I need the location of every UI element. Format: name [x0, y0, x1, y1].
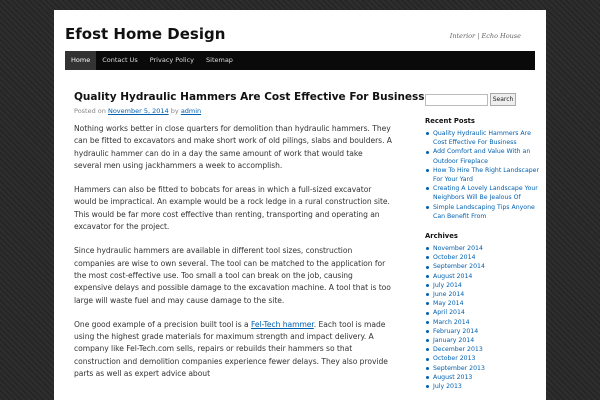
post-paragraph: Since hydraulic hammers are available in different tool sizes, construction companies are wise to own several. The tool can be matched to the application for the most cost-effective use. Too small a tool can break on the job, causing expensive delays and possible damage to the excavation machine. A tool that is too large will waste fuel and may cause damage to the site. — [74, 246, 391, 305]
nav-item-sitemap[interactable]: Sitemap — [206, 56, 233, 64]
paragraph-text: . Each tool is made using the highest grade materials for maximum strength and impact delivery. A company like Fel-Tech.com sells, repairs or rebuilds their hammers so that construction and demolition companies experience fewer delays. They also provide parts as well as expert advice about — [74, 319, 388, 379]
recent-post-link[interactable]: Simple Landscaping Tips Anyone Can Benefit From — [425, 203, 545, 221]
page-container — [54, 10, 546, 400]
post-content — [74, 90, 425, 392]
archive-link[interactable]: February 2014 — [425, 327, 545, 336]
post-body — [74, 123, 392, 380]
archive-link[interactable]: September 2014 — [425, 262, 545, 271]
archive-link[interactable]: October 2013 — [425, 354, 545, 363]
archive-link[interactable]: April 2014 — [425, 308, 545, 317]
recent-post-link[interactable]: Creating A Lovely Landscape Your Neighbors Will Be Jealous Of — [425, 184, 545, 202]
posted-on-label: Posted on — [74, 107, 106, 115]
post-paragraph: Nothing works better in close quarters for demolition than hydraulic hammers. They can be fitted to excavators and make short work of old pilings, slabs and boulders. A hydraulic hammer can do in a day the same amount of work that would take several men using jackhammers a week to accomplish. — [74, 124, 392, 170]
post-date-link[interactable]: November 5, 2014 — [107, 107, 169, 115]
site-tagline: Interior | Echo House — [449, 32, 521, 40]
post-title[interactable]: Quality Hydraulic Hammers Are Cost Effective For Business — [74, 91, 425, 103]
nav-item-contact-us[interactable]: Contact Us — [102, 56, 138, 64]
search-button[interactable]: Search — [490, 93, 516, 106]
by-label: by — [170, 107, 179, 115]
archive-link[interactable]: May 2014 — [425, 299, 545, 308]
archive-link[interactable]: August 2013 — [425, 373, 545, 382]
recent-posts-list — [425, 129, 545, 221]
nav-item-home[interactable]: Home — [65, 51, 96, 70]
recent-posts-title: Recent Posts — [425, 117, 475, 125]
nav-item-privacy-policy[interactable]: Privacy Policy — [149, 56, 195, 64]
main-navigation — [65, 51, 535, 70]
search-input[interactable] — [425, 94, 488, 106]
archive-link[interactable]: September 2013 — [425, 364, 545, 373]
archive-link[interactable]: November 2014 — [425, 244, 545, 253]
archive-link[interactable]: August 2014 — [425, 272, 545, 281]
recent-post-link[interactable]: Quality Hydraulic Hammers Are Cost Effective For Business — [425, 129, 545, 147]
archives-list — [425, 244, 545, 391]
recent-post-link[interactable]: How To Hire The Right Landscaper For Your Yard — [425, 166, 545, 184]
sidebar — [425, 93, 545, 391]
archive-link[interactable]: July 2013 — [425, 382, 545, 391]
post-meta — [74, 107, 392, 116]
recent-post-link[interactable]: Add Comfort and Value With an Outdoor Fireplace — [425, 147, 545, 165]
archive-link[interactable]: December 2013 — [425, 345, 545, 354]
post-paragraph: Hammers can also be fitted to bobcats for areas in which a full-sized excavator would be impractical. An example would be a rock ledge in a rural construction site. This would be far more cost effective than renting, transporting and operating an excavator for the project. — [74, 185, 390, 232]
post-author-link[interactable]: admin — [180, 107, 202, 115]
archive-link[interactable]: October 2014 — [425, 253, 545, 262]
archive-link[interactable]: June 2014 — [425, 290, 545, 299]
fel-tech-hammer-link[interactable]: Fel-Tech hammer — [250, 319, 314, 329]
paragraph-text: One good example of a precision built tool is a — [74, 319, 251, 329]
archives-title: Archives — [425, 232, 458, 241]
post-paragraph — [74, 319, 392, 380]
archive-link[interactable]: March 2014 — [425, 318, 545, 327]
site-title[interactable]: Efost Home Design — [65, 25, 226, 43]
archive-link[interactable]: January 2014 — [425, 336, 545, 345]
search-form — [425, 93, 545, 106]
archive-link[interactable]: July 2014 — [425, 281, 545, 290]
